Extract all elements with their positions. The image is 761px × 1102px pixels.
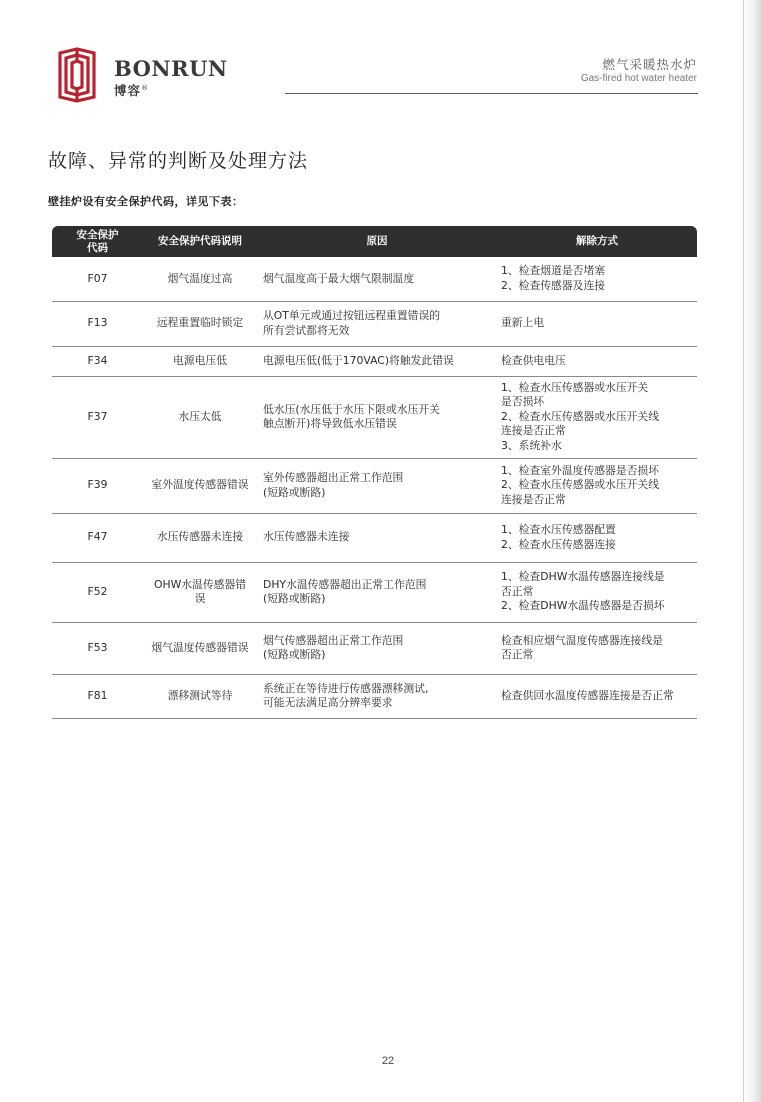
solution-line: 1、检查室外温度传感器是否损坏: [501, 463, 660, 477]
fault-code: F39: [52, 458, 143, 513]
fault-code: F53: [52, 622, 143, 674]
solution-line: 连接是否正常: [501, 492, 566, 506]
page-number: 22: [381, 1055, 395, 1067]
fault-description: 烟气温度过高: [143, 257, 257, 301]
fault-code: F47: [52, 513, 143, 562]
column-header-description: 安全保护代码说明: [143, 226, 257, 257]
column-header-code: 安全保护 代码: [52, 226, 143, 257]
table-body: [52, 257, 697, 718]
fault-solution: [497, 257, 697, 301]
solution-line: 检查相应烟气温度传感器连接线是: [501, 633, 663, 647]
fault-cause: 水压传感器未连接: [257, 513, 497, 562]
fault-description: 室外温度传感器错误: [143, 458, 257, 513]
registered-mark: ®: [141, 84, 150, 92]
brand-english: BONRUN: [114, 56, 228, 81]
fault-description: 水压太低: [143, 376, 257, 458]
fault-code: F07: [52, 257, 143, 301]
fault-description: 远程重置临时锁定: [143, 301, 257, 346]
fault-cause: 烟气温度高于最大烟气限制温度: [257, 257, 497, 301]
fault-cause: 低水压(水压低于水压下限或水压开关 触点断开)将导致低水压错误: [257, 376, 497, 458]
solution-line: 2、检查DHW水温传感器是否损坏: [501, 599, 665, 613]
solution-line: 否正常: [501, 648, 534, 661]
solution-line: 2、检查水压传感器或水压开关线: [501, 478, 660, 492]
fault-solution: [497, 562, 697, 622]
page-edge-shadow: [743, 0, 761, 1102]
table-row: [52, 622, 697, 674]
fault-code: F37: [52, 376, 143, 458]
fault-code: F34: [52, 346, 143, 376]
fault-solution: [497, 458, 697, 513]
fault-cause: 电源电压低(低于170VAC)将触发此错误: [257, 346, 497, 376]
fault-cause: 烟气传感器超出正常工作范围 (短路或断路): [257, 622, 497, 674]
fault-code: F81: [52, 674, 143, 718]
table-row: [52, 513, 697, 562]
product-title: 燃气采暖热水炉: [602, 57, 697, 72]
fault-cause: 从OT单元或通过按钮远程重置错误的 所有尝试都将无效: [257, 301, 497, 346]
fault-description: 烟气温度传感器错误: [143, 622, 257, 674]
section-title: 故障、异常的判断及处理方法: [48, 150, 309, 172]
solution-line: 1、检查水压传感器或水压开关: [501, 380, 649, 394]
solution-line: 1、检查烟道是否堵塞: [501, 264, 606, 278]
section-intro: 壁挂炉设有安全保护代码，详见下表：: [48, 195, 244, 208]
bonrun-logo-icon: [52, 47, 102, 103]
column-header-cause: 原因: [257, 226, 497, 257]
fault-solution: [497, 622, 697, 674]
table-row: [52, 257, 697, 301]
fault-solution: [497, 346, 697, 376]
table-row: [52, 346, 697, 376]
solution-line: 检查供回水温度传感器连接是否正常: [501, 688, 674, 702]
table-row: [52, 376, 697, 458]
fault-solution: [497, 301, 697, 346]
header-divider: [285, 93, 698, 94]
fault-cause: DHY水温传感器超出正常工作范围 (短路或断路): [257, 562, 497, 622]
solution-line: 检查供电电压: [501, 353, 566, 367]
solution-line: 2、检查水压传感器或水压开关线: [501, 409, 660, 423]
fault-description: OHW水温传感器错误: [143, 562, 257, 622]
table-row: [52, 458, 697, 513]
solution-line: 否正常: [501, 584, 534, 598]
fault-code-table: [52, 226, 697, 719]
solution-line: 1、检查水压传感器配置: [501, 523, 616, 536]
fault-solution: [497, 513, 697, 562]
solution-line: 1、检查DHW水温传感器连接线是: [501, 570, 665, 584]
table-row: [52, 562, 697, 622]
brand-name: [114, 58, 228, 99]
solution-line: 是否损坏: [501, 395, 545, 409]
product-subtitle: Gas-fired hot water heater: [580, 73, 697, 84]
fault-description: 电源电压低: [143, 346, 257, 376]
solution-line: 2、检查水压传感器连接: [501, 537, 616, 551]
solution-line: 重新上电: [501, 316, 545, 330]
fault-cause: 系统正在等待进行传感器漂移测试, 可能无法满足高分辨率要求: [257, 674, 497, 718]
fault-solution: [497, 674, 697, 718]
table-row: [52, 301, 697, 346]
solution-line: 连接是否正常: [501, 424, 566, 438]
fault-solution: [497, 376, 697, 458]
column-header-solution: 解除方式: [497, 226, 697, 257]
fault-description: 水压传感器未连接: [143, 513, 257, 562]
fault-code: F52: [52, 562, 143, 622]
fault-cause: 室外传感器超出正常工作范围 (短路或断路): [257, 458, 497, 513]
fault-code: F13: [52, 301, 143, 346]
table-row: [52, 674, 697, 718]
solution-line: 3、系统补水: [501, 438, 562, 452]
fault-description: 漂移测试等待: [143, 674, 257, 718]
solution-line: 2、检查传感器及连接: [501, 278, 606, 292]
brand-chinese: [114, 80, 228, 99]
brand-chinese-text: 博容: [114, 83, 142, 99]
table-header-row: [52, 226, 697, 257]
